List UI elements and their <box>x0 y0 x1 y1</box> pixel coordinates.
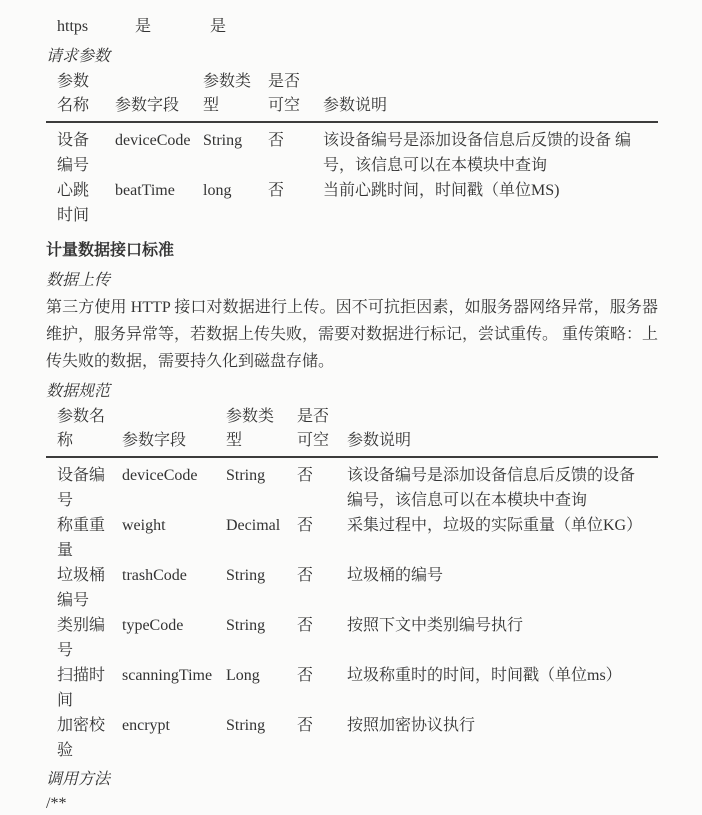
invoke-method-heading: 调用方法 <box>46 771 111 788</box>
cell-param-name: 心跳时间 <box>57 182 90 224</box>
data-table-header <box>46 405 658 458</box>
cell-param-desc: 采集过程中，垃圾的实际重量（单位KG） <box>347 517 643 534</box>
cell-nullable: 否 <box>297 567 314 584</box>
request-table <box>46 70 658 228</box>
cell-param-type: String <box>226 717 266 734</box>
table-row <box>46 613 658 663</box>
protocol-value: https <box>57 18 89 35</box>
cell-param-desc: 按照加密协议执行 <box>347 717 476 734</box>
header-nullable: 是否可空 <box>297 405 347 458</box>
header-param-name: 参数名称 <box>46 70 115 123</box>
cell-param-type: Decimal <box>226 517 281 534</box>
request-params-heading: 请求参数 <box>46 48 111 65</box>
header-param-field: 参数字段 <box>115 70 203 123</box>
table-row <box>46 663 658 713</box>
cell-param-field: scanningTime <box>122 667 213 684</box>
cell-nullable: 否 <box>297 517 314 534</box>
cell-param-type: String <box>226 467 266 484</box>
cell-nullable: 否 <box>297 617 314 634</box>
data-upload-heading: 数据上传 <box>46 272 111 289</box>
cell-param-type: Long <box>226 667 260 684</box>
cell-param-field: beatTime <box>115 182 175 199</box>
header-param-name: 参数名称 <box>46 405 122 458</box>
cell-nullable: 否 <box>268 182 285 199</box>
table-row <box>46 178 658 228</box>
table-row <box>46 563 658 613</box>
cell-param-desc: 垃圾称重时的时间，时间戳（单位ms） <box>347 667 622 684</box>
cell-param-name: 称重重量 <box>57 517 106 559</box>
cell-param-name: 类别编号 <box>57 617 106 659</box>
cell-nullable: 否 <box>268 132 285 149</box>
cell-param-field: deviceCode <box>115 132 191 149</box>
cell-param-type: String <box>226 617 266 634</box>
cell-param-desc: 该设备编号是添加设备信息后反馈的设备 编号，该信息可以在本模块中查询 <box>347 467 636 509</box>
cell-param-type: long <box>203 182 232 199</box>
cell-param-field: weight <box>122 517 166 534</box>
cell-param-type: String <box>203 132 243 149</box>
table-row <box>46 123 658 178</box>
cell-param-desc: 当前心跳时间，时间戳（单位MS) <box>323 182 560 199</box>
cell-param-name: 加密校验 <box>57 717 106 759</box>
table-row <box>46 513 658 563</box>
table-row <box>46 458 658 513</box>
header-param-desc: 参数说明 <box>347 405 658 458</box>
cell-param-name: 设备编号 <box>57 132 90 174</box>
cell-param-desc: 垃圾桶的编号 <box>347 567 444 584</box>
table-row <box>46 713 658 763</box>
header-param-type: 参数类型 <box>203 70 268 123</box>
cell-param-field: encrypt <box>122 717 170 734</box>
cell-param-name: 设备编号 <box>57 467 106 509</box>
cell-param-type: String <box>226 567 266 584</box>
request-table-header <box>46 70 658 123</box>
data-upload-paragraph: 第三方使用 HTTP 接口对数据进行上传。因不可抗拒因素，如服务器网络异常，服务器维护，服务异常等，若数据上传失败，需要对数据进行标记，尝试重传。 重传策略：上传失败的数据，需要持久化到磁盘存储。 <box>46 299 659 370</box>
cell-param-name: 扫描时间 <box>57 667 106 709</box>
header-param-field: 参数字段 <box>122 405 226 458</box>
cell-param-name: 垃圾桶编号 <box>57 567 106 609</box>
cell-param-field: typeCode <box>122 617 184 634</box>
cell-nullable: 否 <box>297 717 314 734</box>
cell-nullable: 否 <box>297 667 314 684</box>
cell-param-field: deviceCode <box>122 467 198 484</box>
header-param-type: 参数类型 <box>226 405 297 458</box>
cell-param-desc: 该设备编号是添加设备信息后反馈的设备 编号，该信息可以在本模块中查询 <box>323 132 632 174</box>
protocol-row <box>46 14 658 40</box>
code-comment-start: /** <box>46 795 67 812</box>
protocol-flag-1: 是 <box>135 18 152 35</box>
cell-param-field: trashCode <box>122 567 187 584</box>
cell-param-desc: 按照下文中类别编号执行 <box>347 617 524 634</box>
protocol-flag-2: 是 <box>210 18 227 35</box>
header-nullable: 是否可空 <box>268 70 323 123</box>
data-spec-heading: 数据规范 <box>46 383 111 400</box>
cell-nullable: 否 <box>297 467 314 484</box>
data-table <box>46 405 658 763</box>
header-param-desc: 参数说明 <box>323 70 658 123</box>
metering-standard-heading: 计量数据接口标准 <box>46 242 175 259</box>
